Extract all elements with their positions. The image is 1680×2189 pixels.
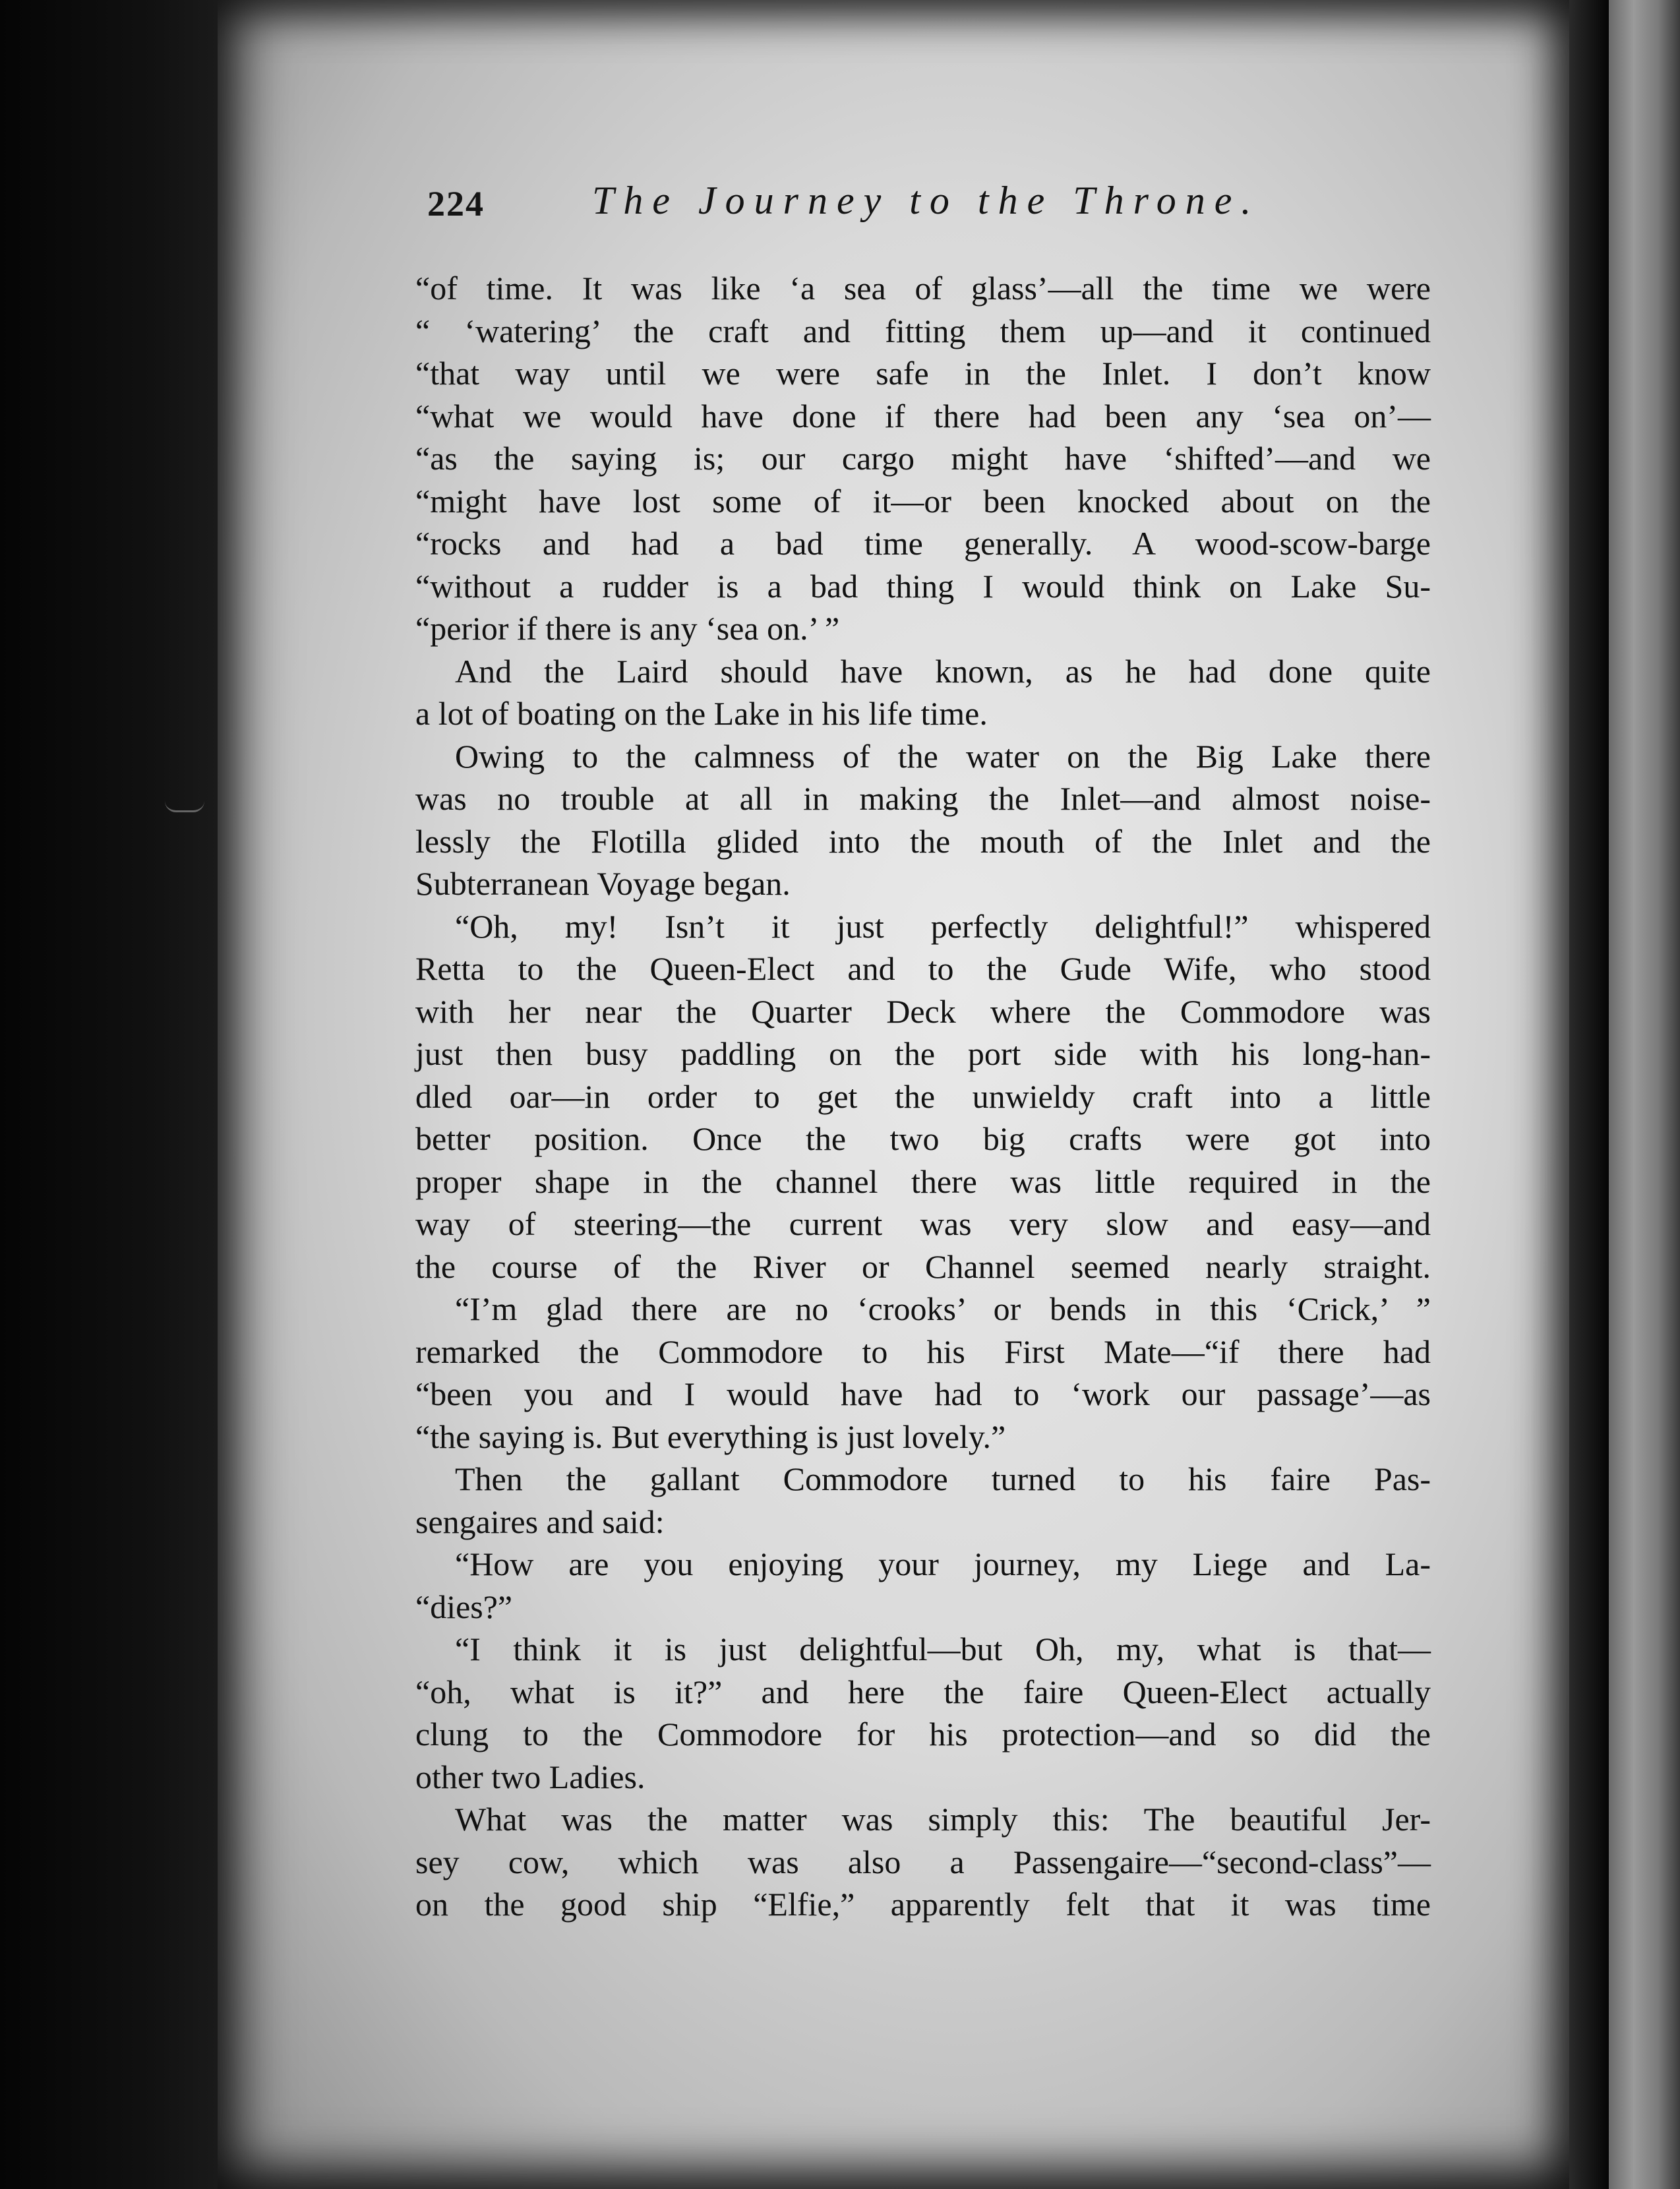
text-line: Owing to the calmness of the water on the Big Lake there (455, 737, 1431, 775)
body-text (415, 267, 1431, 1926)
next-page-edge (1609, 0, 1680, 2189)
text-line: Retta to the Queen-Elect and to the Gude Wife, who stood (415, 950, 1431, 987)
text-line: “what we would have done if there had been any ‘sea on’— (415, 397, 1431, 435)
margin-mark (165, 801, 204, 812)
text-line: Subterranean Voyage began. (415, 865, 791, 902)
running-title: The Journey to the Throne. (592, 179, 1261, 222)
text-line: “as the saying is; our cargo might have ‘shifted’—and we (415, 440, 1431, 477)
text-line: “oh, what is it?” and here the faire Queen-Elect actually (415, 1673, 1431, 1710)
paragraph (415, 905, 1431, 1288)
paragraph (415, 1288, 1431, 1458)
text-line: better position. Once the two big crafts were got into (415, 1120, 1431, 1157)
text-line: sengaires and said: (415, 1503, 665, 1540)
text-line: “been you and I would have had to ‘work our passage’—as (415, 1375, 1431, 1412)
paragraph (415, 735, 1431, 905)
text-line: clung to the Commodore for his protection—and so did the (415, 1716, 1431, 1753)
page-number: 224 (427, 184, 485, 224)
text-line: remarked the Commodore to his First Mate—“if there had (415, 1333, 1431, 1370)
text-line: “I’m glad there are no ‘crooks’ or bends in this ‘Crick,’ ” (455, 1290, 1431, 1327)
text-line: the course of the River or Channel seemed nearly straight. (415, 1247, 1431, 1285)
text-line: “without a rudder is a bad thing I would think on Lake Su- (415, 567, 1431, 605)
text-line: way of steering—the current was very slow and easy—and (415, 1205, 1431, 1242)
text-line: “rocks and had a bad time generally. A wood-scow-barge (415, 525, 1431, 562)
text-line: Then the gallant Commodore turned to his faire Pas- (455, 1460, 1431, 1497)
text-line: other two Ladies. (415, 1758, 645, 1795)
text-line: What was the matter was simply this: The beautiful Jer- (455, 1801, 1431, 1838)
page-header (427, 178, 1284, 237)
text-line: “of time. It was like ‘a sea of glass’—all the time we were (415, 270, 1431, 307)
paragraph (415, 1543, 1431, 1628)
text-line: with her near the Quarter Deck where the Commodore was (415, 992, 1431, 1030)
paragraph (415, 1458, 1431, 1543)
scan-left-dark-band (0, 0, 218, 2189)
book-gutter (1569, 0, 1609, 2189)
paragraph (415, 650, 1431, 735)
text-line: lessly the Flotilla glided into the mouth of the Inlet and the (415, 822, 1431, 860)
text-line: “perior if there is any ‘sea on.’ ” (415, 610, 840, 647)
paragraph (415, 1798, 1431, 1926)
text-line: “I think it is just delightful—but Oh, my, what is that— (455, 1631, 1431, 1667)
text-line: “Oh, my! Isn’t it just perfectly delightful!” whispered (455, 907, 1431, 945)
text-line: “that way until we were safe in the Inlet. I don’t know (415, 355, 1431, 392)
text-line: “might have lost some of it—or been knocked about on the (415, 482, 1431, 520)
text-line: on the good ship “Elfie,” apparently felt that it was time (415, 1886, 1431, 1923)
text-line: proper shape in the channel there was little required in the (415, 1162, 1431, 1200)
paragraph (415, 1628, 1431, 1798)
text-line: “the saying is. But everything is just lovely.” (415, 1418, 1006, 1455)
text-line: And the Laird should have known, as he had done quite (455, 652, 1431, 690)
text-line: just then busy paddling on the port side with his long-han- (415, 1035, 1431, 1072)
text-line: dled oar—in order to get the unwieldy craft into a little (415, 1077, 1431, 1115)
text-line: sey cow, which was also a Passengaire—“second-class”— (415, 1843, 1431, 1880)
text-line: was no trouble at all in making the Inlet—and almost noise- (415, 780, 1431, 817)
paragraph (415, 267, 1431, 650)
text-line: “How are you enjoying your journey, my Liege and La- (455, 1545, 1431, 1582)
text-line: “ ‘watering’ the craft and fitting them up—and it continued (415, 312, 1431, 349)
text-line: “dies?” (415, 1588, 513, 1625)
text-line: a lot of boating on the Lake in his life time. (415, 695, 988, 732)
